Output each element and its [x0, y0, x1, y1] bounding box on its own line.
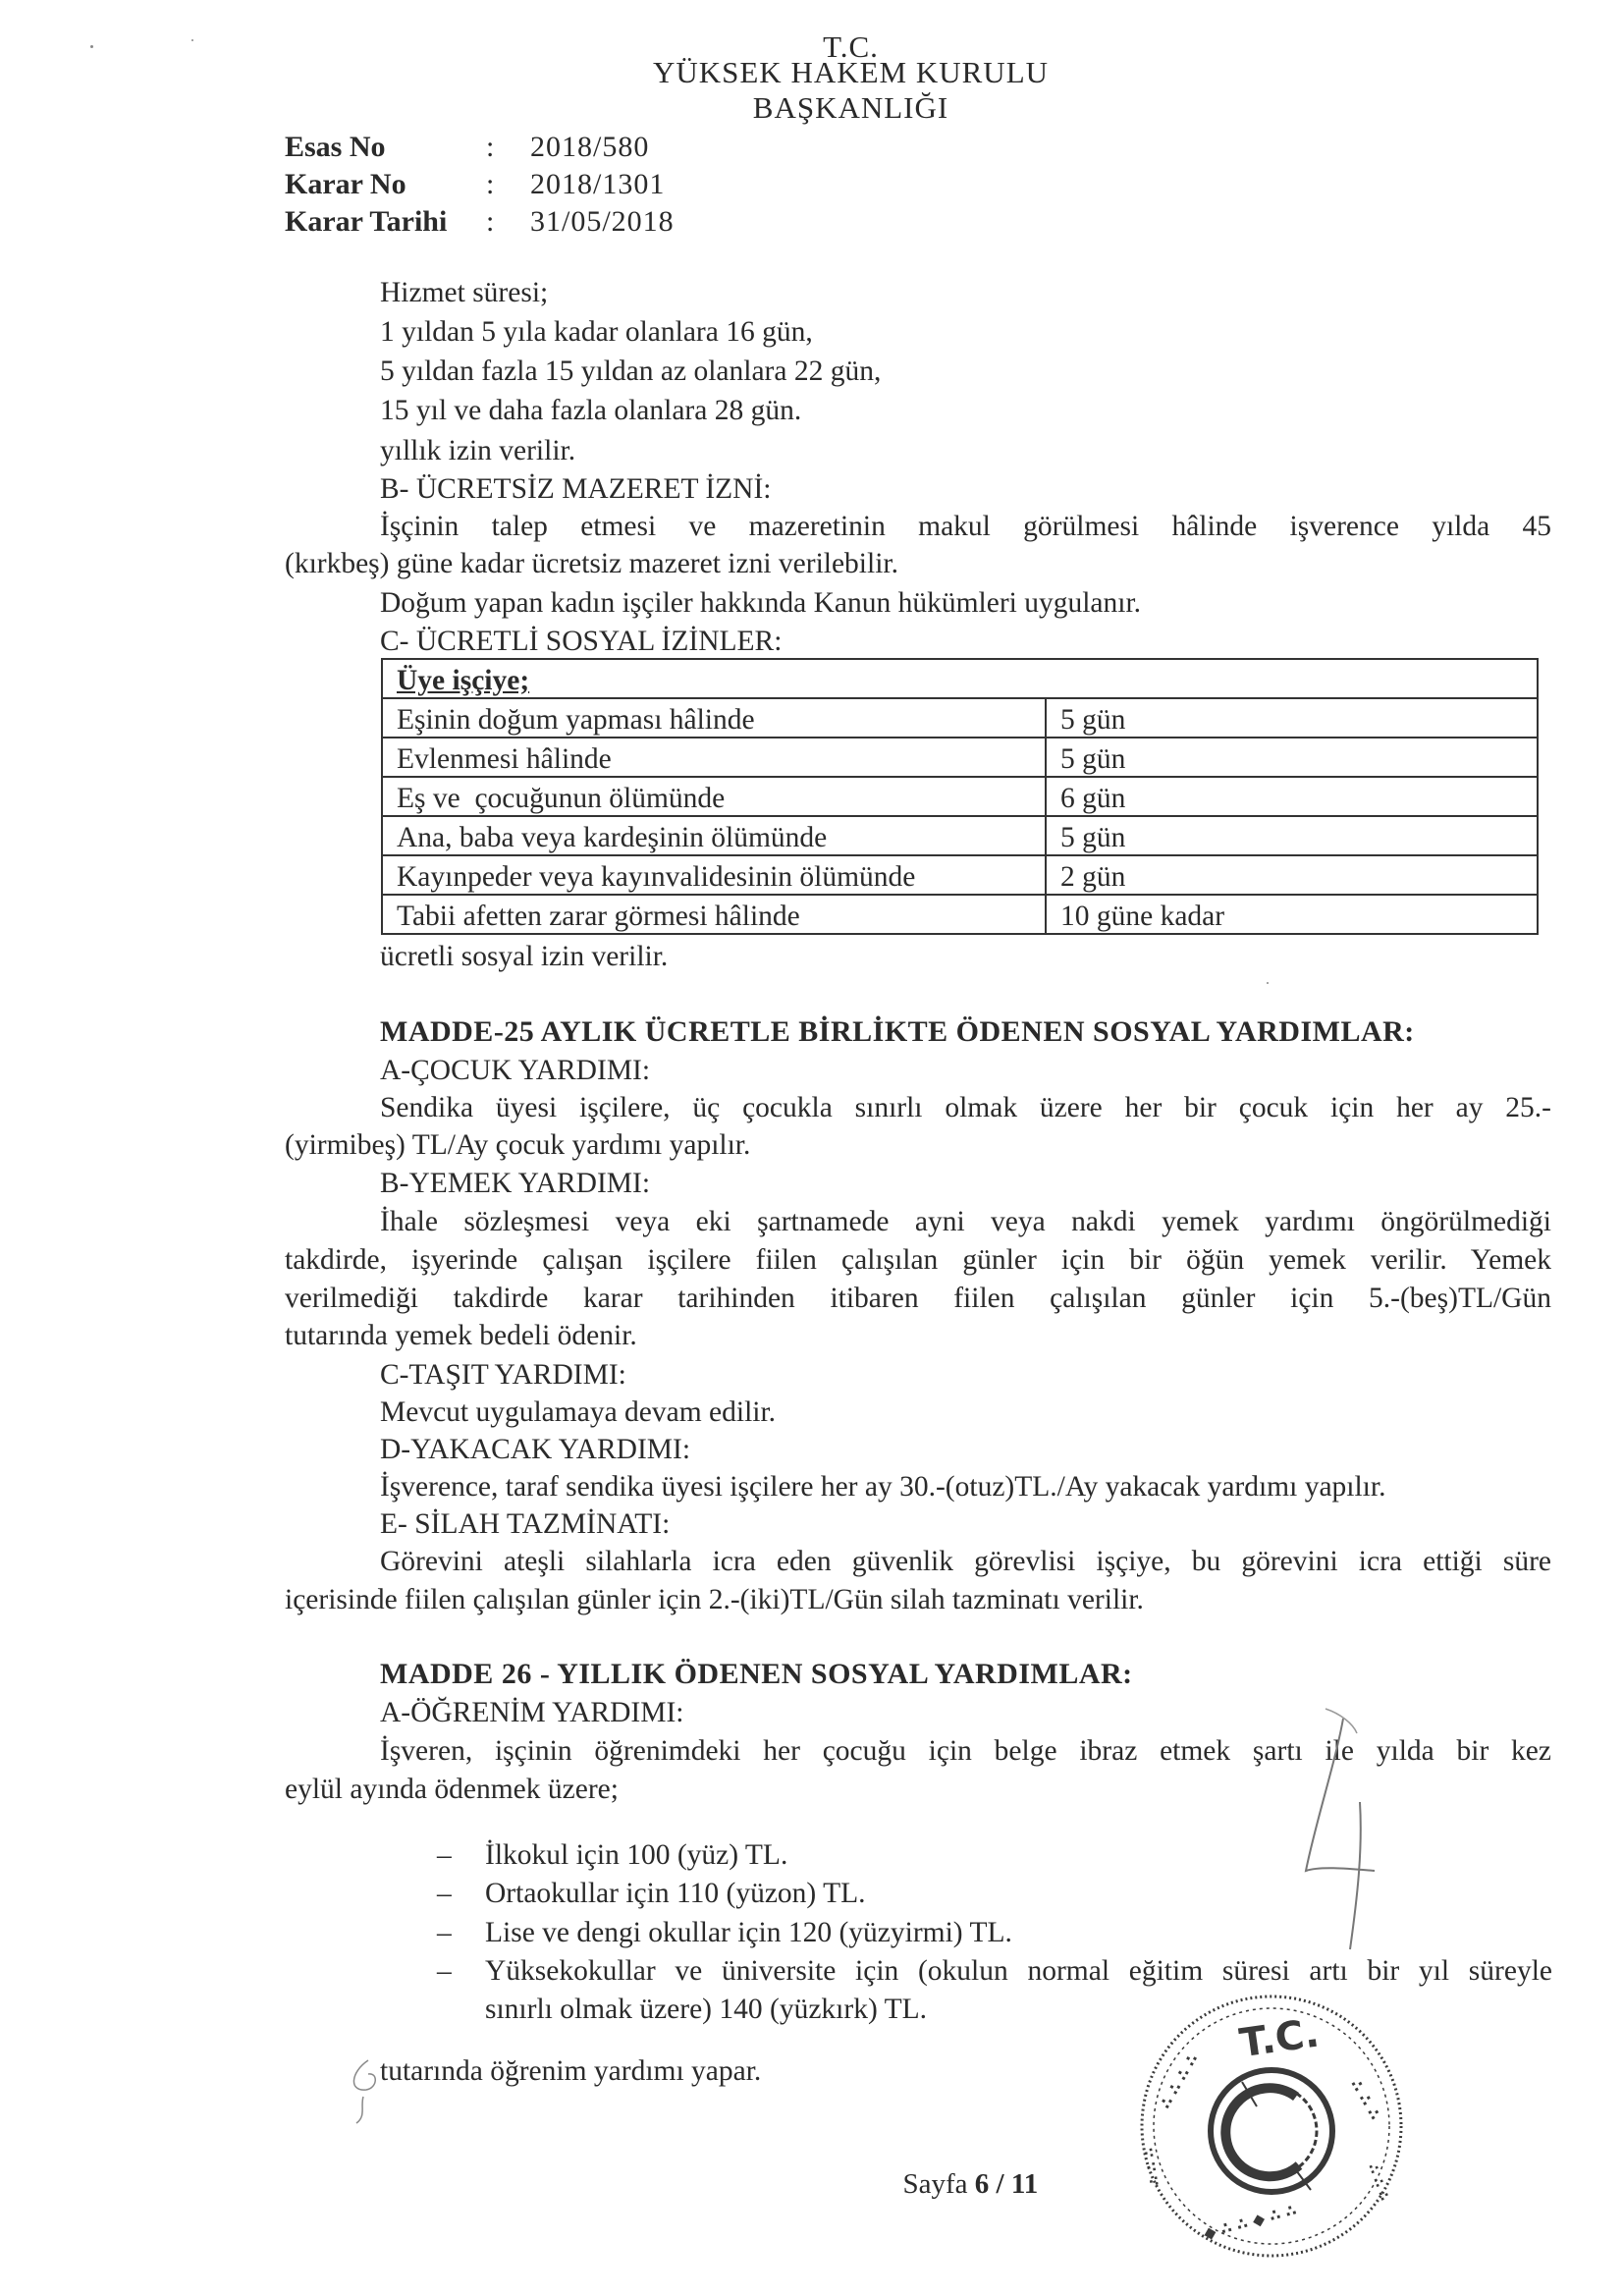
leave-days-cell: 5 gün	[1046, 816, 1538, 855]
weapon-comp-line: Görevini ateşli silahlarla icra eden güvenlik görevlisi işçiye, bu görevini icra ettiği süre	[380, 1546, 1551, 1577]
table-row	[382, 738, 1538, 777]
section-b-paragraph-line: İşçinin talep etmesi ve mazeretinin makul görülmesi hâlinde işverence yılda 45	[380, 511, 1551, 542]
list-dash: –	[437, 1955, 452, 1987]
section-c-outro: ücretli sosyal izin verilir.	[380, 941, 669, 972]
service-item: 5 yıldan fazla 15 yıldan az olanlara 22 gün,	[380, 355, 882, 387]
table-row	[382, 895, 1538, 934]
meal-aid-line: tutarında yemek bedeli ödenir.	[285, 1320, 637, 1351]
list-dash: –	[437, 1839, 452, 1871]
weapon-comp-line: içerisinde fiilen çalışılan günler için 2.-(iki)TL/Gün silah tazminatı verilir.	[285, 1584, 1144, 1615]
header-presidency: BAŞKANLIĞI	[752, 90, 949, 125]
section-b-title: B- ÜCRETSİZ MAZERET İZNİ:	[380, 473, 772, 505]
initials-mark	[339, 2052, 398, 2131]
section-b-birth-note: Doğum yapan kadın işçiler hakkında Kanun hükümleri uygulanır.	[380, 587, 1142, 619]
service-item: 15 yıl ve daha fazla olanlara 28 gün.	[380, 395, 802, 426]
karar-tarihi-label: Karar Tarihi	[285, 205, 448, 238]
svg-text:∴ ∴ ∴: ∴ ∴ ∴	[1141, 2146, 1163, 2188]
leave-event-cell: Evlenmesi hâlinde	[382, 738, 1046, 777]
leave-days-cell: 5 gün	[1046, 698, 1538, 738]
transport-aid-title: C-TAŞIT YARDIMI:	[380, 1359, 626, 1391]
svg-text:◆ ∴ ∴ ◆ ∴ ∴: ◆ ∴ ∴ ◆ ∴ ∴	[1201, 2200, 1299, 2244]
scan-speck	[90, 45, 93, 48]
esas-no-value: 2018/580	[530, 131, 650, 163]
page-total: 11	[1010, 2168, 1039, 2200]
table-header-cell: Üye işçiye;	[382, 659, 1538, 698]
scan-speck	[191, 39, 193, 41]
list-dash: –	[437, 1917, 452, 1948]
official-seal-stamp	[1124, 1984, 1419, 2269]
meal-aid-title: B-YEMEK YARDIMI:	[380, 1168, 651, 1199]
meal-aid-line: İhale sözleşmesi veya eki şartnamede ayni veya nakdi yemek yardımı öngörülmediği	[380, 1206, 1551, 1237]
child-aid-line: Sendika üyesi işçilere, üç çocukla sınırlı olmak üzere her bir çocuk için her ay 25.-	[380, 1092, 1551, 1123]
table-row	[382, 816, 1538, 855]
meal-aid-line: takdirde, işyerinde çalışan işçilere fiilen çalışılan günler için bir öğün yemek verilir. Yemek	[285, 1244, 1551, 1276]
list-item: Ortaokullar için 110 (yüzon) TL.	[485, 1878, 866, 1909]
section-b-paragraph-line: (kırkbeş) güne kadar ücretsiz mazeret izni verilebilir.	[285, 548, 898, 579]
fuel-aid-line: İşverence, taraf sendika üyesi işçilere her ay 30.-(otuz)TL./Ay yakacak yardımı yapılır.	[380, 1471, 1386, 1503]
page-separator: /	[989, 2168, 1011, 2200]
page-number	[889, 2136, 1038, 2201]
svg-text:∴ ∴ ∴ ∴: ∴ ∴ ∴ ∴	[1156, 2050, 1203, 2112]
leave-event-cell: Kayınpeder veya kayınvalidesinin ölümünde	[382, 855, 1046, 895]
list-item: Yüksekokullar ve üniversite için (okulun normal eğitim süresi artı bir yıl süreyle	[485, 1955, 1552, 1987]
table-row	[382, 777, 1538, 816]
education-aid-outro: tutarında öğrenim yardımı yapar.	[380, 2055, 762, 2087]
svg-text:T.C.: T.C.	[1236, 2010, 1323, 2067]
education-aid-line: İşveren, işçinin öğrenimdeki her çocuğu için belge ibraz etmek şartı ile yılda bir kez	[380, 1735, 1551, 1767]
leave-event-cell: Tabii afetten zarar görmesi hâlinde	[382, 895, 1046, 934]
scan-speck	[1267, 982, 1269, 984]
table-header-row	[382, 659, 1538, 698]
service-item: 1 yıldan 5 yıla kadar olanlara 16 gün,	[380, 316, 813, 348]
fuel-aid-title: D-YAKACAK YARDIMI:	[380, 1434, 691, 1465]
page-current: 6	[974, 2168, 990, 2200]
header-institution: YÜKSEK HAKEM KURULU	[652, 55, 1050, 89]
esas-no-colon: :	[486, 131, 495, 163]
child-aid-line: (yirmibeş) TL/Ay çocuk yardımı yapılır.	[285, 1129, 751, 1161]
karar-no-label: Karar No	[285, 168, 406, 200]
karar-tarihi-value: 31/05/2018	[530, 205, 675, 238]
education-aid-title: A-ÖĞRENİM YARDIMI:	[380, 1697, 684, 1728]
leave-days-cell: 10 güne kadar	[1046, 895, 1538, 934]
leave-days-cell: 2 gün	[1046, 855, 1538, 895]
madde-25-title: MADDE-25 AYLIK ÜCRETLE BİRLİKTE ÖDENEN SOSYAL YARDIMLAR:	[380, 1015, 1415, 1048]
esas-no-label: Esas No	[285, 131, 386, 163]
svg-text:∴ ∴ ∴: ∴ ∴ ∴	[1346, 2075, 1385, 2123]
page-prefix: Sayfa	[902, 2168, 975, 2200]
leave-event-cell: Ana, baba veya kardeşinin ölümünde	[382, 816, 1046, 855]
social-leave-table	[381, 658, 1539, 935]
list-item: İlkokul için 100 (yüz) TL.	[485, 1839, 788, 1871]
transport-aid-line: Mevcut uygulamaya devam edilir.	[380, 1396, 777, 1428]
leave-event-cell: Eşinin doğum yapması hâlinde	[382, 698, 1046, 738]
madde-26-title: MADDE 26 - YILLIK ÖDENEN SOSYAL YARDIMLAR:	[380, 1658, 1133, 1690]
karar-no-value: 2018/1301	[530, 168, 666, 200]
child-aid-title: A-ÇOCUK YARDIMI:	[380, 1055, 651, 1086]
table-row	[382, 855, 1538, 895]
list-dash: –	[437, 1878, 452, 1909]
education-aid-line: eylül ayında ödenmek üzere;	[285, 1774, 619, 1805]
service-intro: Hizmet süresi;	[380, 277, 549, 308]
header-tc: T.C.	[823, 29, 879, 64]
karar-tarihi-colon: :	[486, 205, 495, 238]
leave-days-cell: 6 gün	[1046, 777, 1538, 816]
karar-no-colon: :	[486, 168, 495, 200]
service-outro: yıllık izin verilir.	[380, 435, 576, 466]
list-item: Lise ve dengi okullar için 120 (yüzyirmi) TL.	[485, 1917, 1012, 1948]
list-item-continuation: sınırlı olmak üzere) 140 (yüzkırk) TL.	[485, 1994, 928, 2025]
table-row	[382, 698, 1538, 738]
weapon-comp-title: E- SİLAH TAZMİNATI:	[380, 1508, 671, 1540]
meal-aid-line: verilmediği takdirde karar tarihinden itibaren fiilen çalışılan günler için 5.-(beş)TL/Gün	[285, 1283, 1551, 1314]
leave-event-cell: Eş ve çocuğunun ölümünde	[382, 777, 1046, 816]
section-c-title: C- ÜCRETLİ SOSYAL İZİNLER:	[380, 626, 783, 657]
signature-mark	[1267, 1704, 1404, 1959]
svg-text:∴ ∴ ∴: ∴ ∴ ∴	[1364, 2161, 1392, 2204]
leave-days-cell: 5 gün	[1046, 738, 1538, 777]
